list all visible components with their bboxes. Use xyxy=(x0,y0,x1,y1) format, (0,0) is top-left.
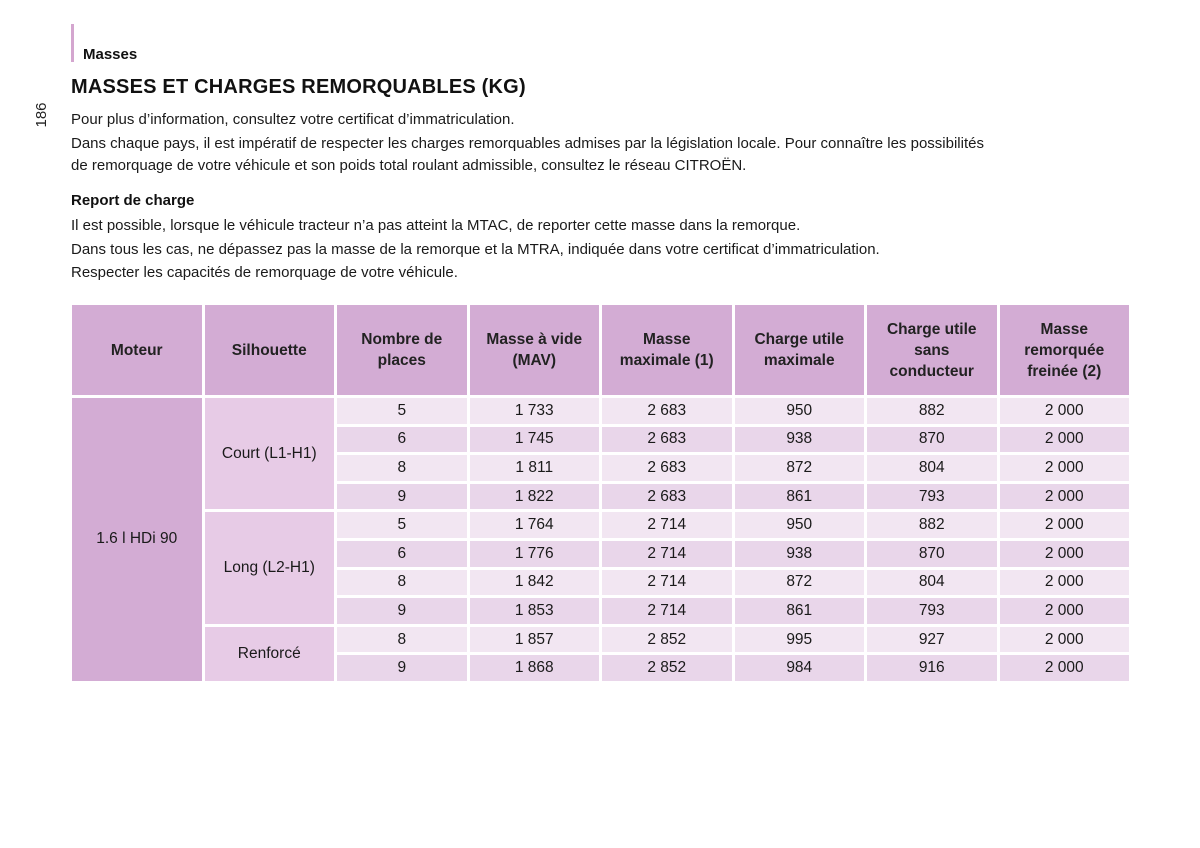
table-cell: 1 811 xyxy=(470,455,600,481)
table-cell: 2 000 xyxy=(1000,655,1130,681)
report-line-1: Il est possible, lorsque le véhicule tracteur n’a pas atteint la MTAC, de reporter cette masse dans la remorque. xyxy=(71,217,801,234)
table-cell: 1 776 xyxy=(470,541,600,567)
table-cell: 916 xyxy=(867,655,997,681)
table-cell: 1 733 xyxy=(470,398,600,424)
table-cell: 2 000 xyxy=(1000,541,1130,567)
masses-table xyxy=(69,302,1132,684)
table-cell: 804 xyxy=(867,455,997,481)
table-cell: 2 000 xyxy=(1000,512,1130,538)
intro-line-3: de remorquage de votre véhicule et son poids total roulant admissible, consultez le réseau CITROËN. xyxy=(71,157,747,174)
header-charge-utile-max: Charge utile maximale xyxy=(735,305,865,395)
header-masse-remorquee: Masse remorquée freinée (2) xyxy=(1000,305,1130,395)
silhouette-cell: Long (L2-H1) xyxy=(205,512,335,623)
header-nombre-places: Nombre de places xyxy=(337,305,467,395)
table-cell: 2 683 xyxy=(602,398,732,424)
table-cell: 2 683 xyxy=(602,427,732,453)
table-cell: 2 000 xyxy=(1000,398,1130,424)
table-cell: 870 xyxy=(867,541,997,567)
table-cell: 2 000 xyxy=(1000,570,1130,596)
table-cell: 1 857 xyxy=(470,627,600,653)
table-cell: 8 xyxy=(337,570,467,596)
table-cell: 870 xyxy=(867,427,997,453)
table-cell: 861 xyxy=(735,484,865,510)
table-cell: 995 xyxy=(735,627,865,653)
table-cell: 5 xyxy=(337,512,467,538)
table-cell: 872 xyxy=(735,455,865,481)
table-cell: 2 000 xyxy=(1000,427,1130,453)
header-moteur: Moteur xyxy=(72,305,202,395)
table-cell: 927 xyxy=(867,627,997,653)
table-cell: 882 xyxy=(867,512,997,538)
page-title: MASSES ET CHARGES REMORQUABLES (KG) xyxy=(71,76,526,98)
table-cell: 984 xyxy=(735,655,865,681)
section-title: Masses xyxy=(83,46,138,63)
table-cell: 938 xyxy=(735,541,865,567)
table-cell: 861 xyxy=(735,598,865,624)
report-heading: Report de charge xyxy=(71,192,195,209)
table-cell: 1 745 xyxy=(470,427,600,453)
table-cell: 950 xyxy=(735,398,865,424)
silhouette-cell: Court (L1-H1) xyxy=(205,398,335,509)
table-cell: 1 853 xyxy=(470,598,600,624)
header-silhouette: Silhouette xyxy=(205,305,335,395)
table-cell: 2 000 xyxy=(1000,598,1130,624)
table-cell: 2 000 xyxy=(1000,455,1130,481)
table-cell: 1 764 xyxy=(470,512,600,538)
table-cell: 882 xyxy=(867,398,997,424)
table-cell: 6 xyxy=(337,541,467,567)
table-cell: 8 xyxy=(337,455,467,481)
table-cell: 872 xyxy=(735,570,865,596)
table-cell: 804 xyxy=(867,570,997,596)
table-cell: 8 xyxy=(337,627,467,653)
table-cell: 2 000 xyxy=(1000,627,1130,653)
page-number: 186 xyxy=(33,102,50,128)
table-cell: 1 842 xyxy=(470,570,600,596)
table-cell: 5 xyxy=(337,398,467,424)
intro-line-2: Dans chaque pays, il est impératif de respecter les charges remorquables admises par la législation locale. Pour connaître les possibilités xyxy=(71,135,984,152)
table-cell: 2 714 xyxy=(602,512,732,538)
table-row xyxy=(72,627,1129,653)
table-cell: 2 683 xyxy=(602,455,732,481)
table-cell: 793 xyxy=(867,484,997,510)
table-cell: 1 868 xyxy=(470,655,600,681)
table-header-row xyxy=(72,305,1129,395)
table-cell: 9 xyxy=(337,655,467,681)
table-cell: 950 xyxy=(735,512,865,538)
table-cell: 2 852 xyxy=(602,655,732,681)
table-cell: 2 714 xyxy=(602,541,732,567)
table-cell: 793 xyxy=(867,598,997,624)
report-line-2: Dans tous les cas, ne dépassez pas la masse de la remorque et la MTRA, indiquée dans votre certificat d’immatriculation. xyxy=(71,241,880,258)
table-cell: 2 714 xyxy=(602,570,732,596)
table-cell: 2 683 xyxy=(602,484,732,510)
header-charge-utile-sans-conducteur: Charge utile sans conducteur xyxy=(867,305,997,395)
table-row xyxy=(72,512,1129,538)
section-marker-bar xyxy=(71,24,74,62)
table-cell: 1 822 xyxy=(470,484,600,510)
header-masse-maximale: Masse maximale (1) xyxy=(602,305,732,395)
table-cell: 2 852 xyxy=(602,627,732,653)
table-cell: 9 xyxy=(337,598,467,624)
table-cell: 2 714 xyxy=(602,598,732,624)
table-cell: 9 xyxy=(337,484,467,510)
header-masse-vide: Masse à vide (MAV) xyxy=(470,305,600,395)
table-cell: 938 xyxy=(735,427,865,453)
report-line-3: Respecter les capacités de remorquage de votre véhicule. xyxy=(71,264,458,281)
table-row xyxy=(72,398,1129,424)
silhouette-cell: Renforcé xyxy=(205,627,335,681)
motor-cell: 1.6 l HDi 90 xyxy=(72,398,202,681)
intro-line-1: Pour plus d’information, consultez votre certificat d’immatriculation. xyxy=(71,111,515,128)
table-cell: 2 000 xyxy=(1000,484,1130,510)
table-cell: 6 xyxy=(337,427,467,453)
